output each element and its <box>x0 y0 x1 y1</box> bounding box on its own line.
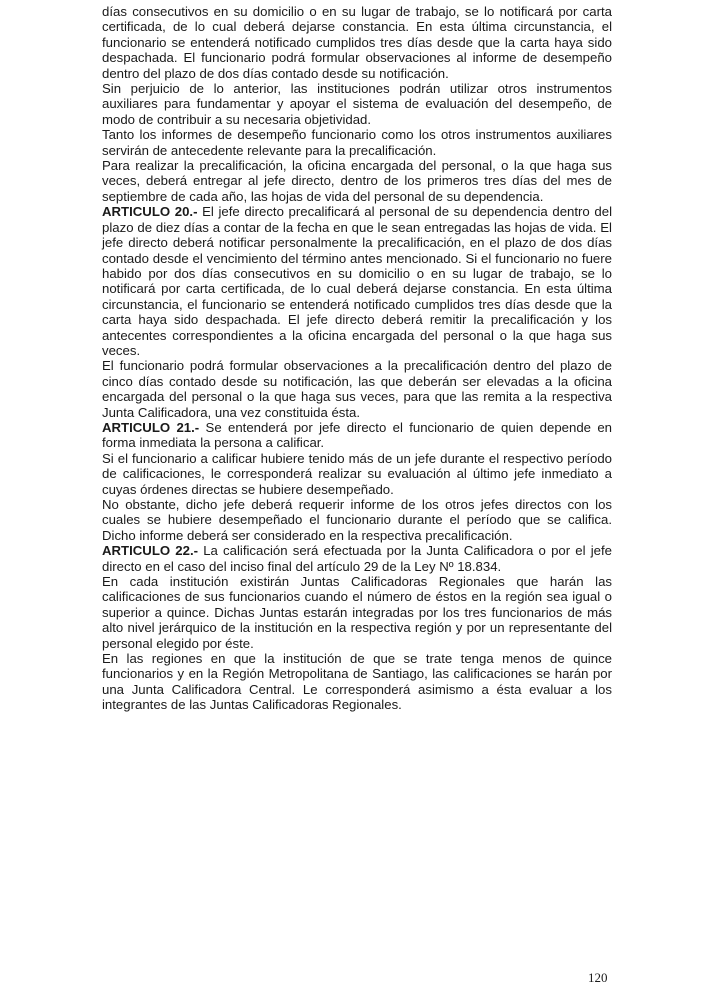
paragraph-12: En las regiones en que la institución de que se trate tenga menos de quince funcionarios y en la Región Metropolitana de Santiago, las calificaciones se harán por una Junta Calificadora Central. Le corresponderá asimismo a ésta evaluar a los integrantes de las Juntas Calificadoras Regionales. <box>102 651 612 713</box>
article-22-paragraph <box>102 543 612 574</box>
page-number: 120 <box>588 970 608 985</box>
article-21-heading: ARTICULO 21.- <box>102 419 200 435</box>
document-body <box>102 4 612 713</box>
article-21-paragraph <box>102 420 612 451</box>
article-22-heading: ARTICULO 22.- <box>102 543 199 559</box>
paragraph-6: El funcionario podrá formular observaciones a la precalificación dentro del plazo de cinco días contado desde su notificación, las que deberán ser elevadas a la oficina encargada del personal o la que haga sus veces, para que las remita a la respectiva Junta Calificadora, una vez constituida ésta. <box>102 358 612 420</box>
article-20-text: El jefe directo precalificará al personal de su dependencia dentro del plazo de diez días a contar de la fecha en que le sean entregadas las hojas de vida. El jefe directo deberá notificar personalmente la precalificación, en el plazo de dos días contado desde el vencimiento del término antes mencionado. Si el funcionario no fuere habido por dos días consecutivos en su domicilio o en su lugar de trabajo, se lo notificará por carta certificada, de lo cual deberá dejarse constancia. En esta última circunstancia, el funcionario se entenderá notificado cumplidos tres días desde que la carta haya sido despachada. El jefe directo deberá remitir la precalificación y los antecentes correspondientes a la oficina encargada del personal o la que haga sus veces. <box>102 204 612 358</box>
paragraph-8: Si el funcionario a calificar hubiere tenido más de un jefe durante el respectivo período de calificaciones, le corresponderá realizar su evaluación al último jefe inmediato a cuyas órdenes directas se hubiere desempeñado. <box>102 450 612 497</box>
article-21-text: Se entenderá por jefe directo el funcionario de quien depende en forma inmediata la persona a calificar. <box>102 419 612 451</box>
paragraph-9: No obstante, dicho jefe deberá requerir informe de los otros jefes directos con los cuales se hubiere desempeñado el funcionario durante el período que se califica. Dicho informe deberá ser considerado en la respectiva precalificación. <box>102 497 612 543</box>
paragraph-2: Sin perjuicio de lo anterior, las instituciones podrán utilizar otros instrumentos auxiliares para fundamentar y apoyar el sistema de evaluación del desempeño, de modo de contribuir a su necesaria objetividad. <box>102 81 612 127</box>
article-20-heading: ARTICULO 20.- <box>102 204 198 220</box>
paragraph-11: En cada institución existirán Juntas Calificadoras Regionales que harán las calificaciones de sus funcionarios cuando el número de éstos en la región sea igual o superior a quince. Dichas Juntas estarán integradas por los tres funcionarios de más alto nivel jerárquico de la institución en la respectiva región y por un representante del personal elegido por éste. <box>102 574 612 651</box>
paragraph-1: días consecutivos en su domicilio o en su lugar de trabajo, se lo notificará por carta certificada, de lo cual deberá dejarse constancia. En esta última circunstancia, el funcionario se entenderá notificado cumplidos tres días desde que la carta haya sido despachada. El funcionario podrá formular observaciones al informe de desempeño dentro del plazo de dos días contado desde su notificación. <box>102 4 612 81</box>
paragraph-3: Tanto los informes de desempeño funcionario como los otros instrumentos auxiliares servirán de antecedente relevante para la precalificación. <box>102 127 612 158</box>
paragraph-4: Para realizar la precalificación, la oficina encargada del personal, o la que haga sus veces, deberá entregar al jefe directo, dentro de los primeros tres días del mes de septiembre de cada año, las hojas de vida del personal de su dependencia. <box>102 158 612 204</box>
article-22-text: La calificación será efectuada por la Junta Calificadora o por el jefe directo en el caso del inciso final del artículo 29 de la Ley Nº 18.834. <box>102 543 613 574</box>
article-20-paragraph <box>102 204 612 358</box>
